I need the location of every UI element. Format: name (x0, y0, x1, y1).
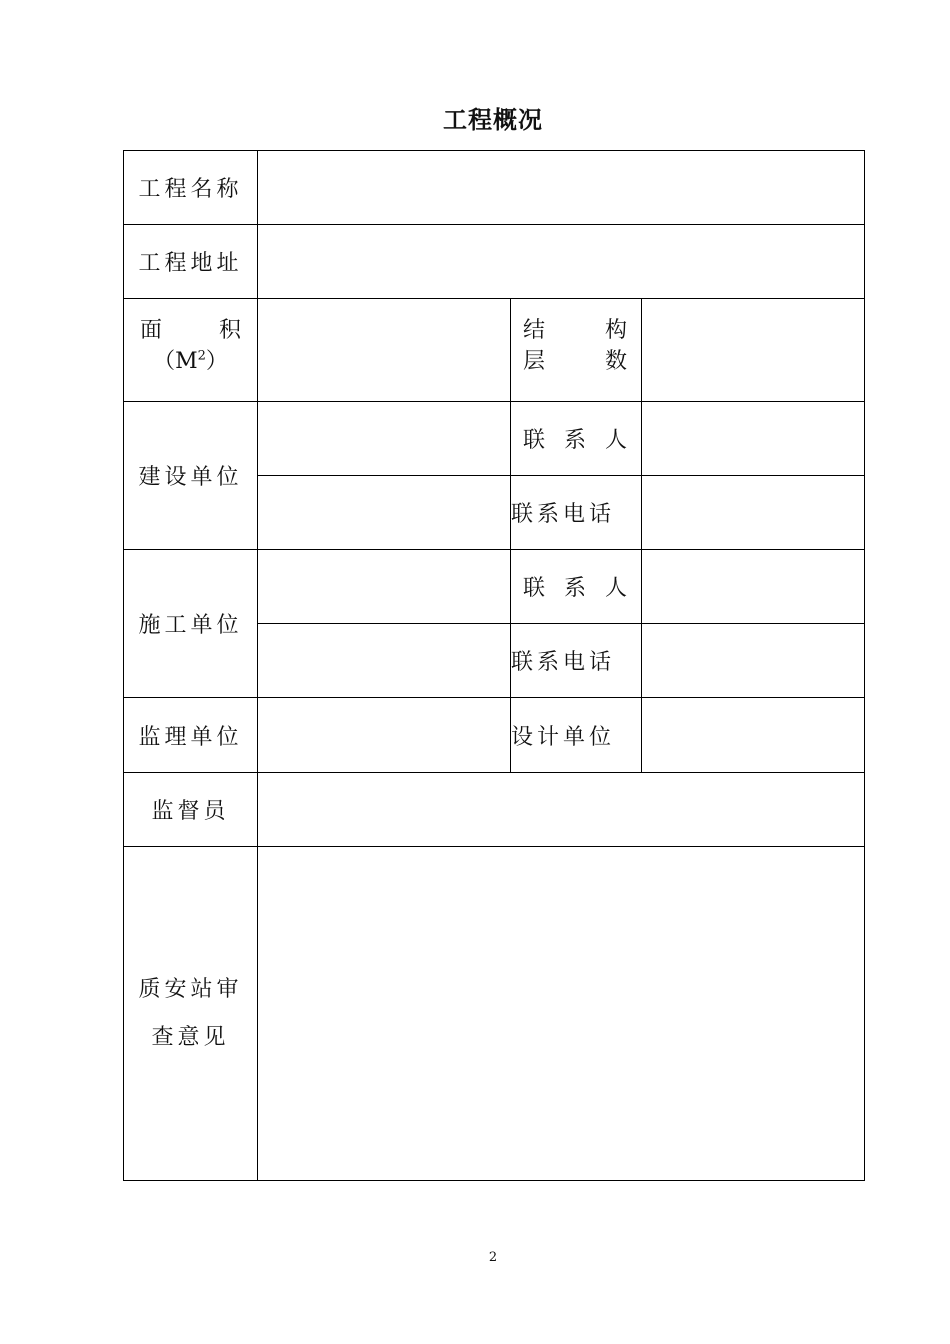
construction-owner-label: 建设单位 (124, 402, 258, 550)
owner-contact-phone-field[interactable] (642, 476, 865, 550)
contractor-contact-person-field[interactable] (642, 550, 865, 624)
construction-owner-field-2[interactable] (258, 476, 511, 550)
review-label-cell (124, 847, 258, 1181)
structure-label-char-2: 构 (604, 318, 627, 343)
contractor-contact-phone-field[interactable] (642, 624, 865, 698)
design-label: 设计单位 (511, 698, 642, 773)
design-field[interactable] (642, 698, 865, 773)
owner-contact-person-label: 联 系 人 (511, 402, 642, 476)
page-number: 2 (488, 1250, 498, 1265)
project-address-label: 工程地址 (124, 225, 258, 299)
structure-floors-label-cell (511, 299, 642, 402)
review-opinion-field[interactable] (258, 847, 865, 1181)
project-address-field[interactable] (258, 225, 865, 299)
contractor-contact-person-label: 联 系 人 (511, 550, 642, 624)
contractor-field-1[interactable] (258, 550, 511, 624)
structure-label-char-1: 结 (523, 318, 546, 343)
floors-label-char-2: 数 (604, 349, 627, 374)
area-label-cell (124, 299, 258, 402)
area-label-char-2: 积 (218, 318, 241, 343)
owner-contact-person-field[interactable] (642, 402, 865, 476)
structure-floors-field[interactable] (642, 299, 865, 402)
owner-contact-phone-label: 联系电话 (511, 476, 642, 550)
area-unit-label: $(M^2)$ (153, 348, 228, 374)
floors-label-char-1: 层 (523, 349, 546, 374)
contractor-label: 施工单位 (124, 550, 258, 698)
project-name-label: 工程名称 (124, 151, 258, 225)
inspector-field[interactable] (258, 773, 865, 847)
inspector-label: 监督员 (124, 773, 258, 847)
supervision-label: 监理单位 (124, 698, 258, 773)
page-title: 工程概况 (443, 106, 543, 134)
area-field[interactable] (258, 299, 511, 402)
review-label-line-2: 查意见 (151, 1024, 230, 1050)
area-label-char-1: 面 (140, 318, 163, 343)
project-name-field[interactable] (258, 151, 865, 225)
construction-owner-field-1[interactable] (258, 402, 511, 476)
supervision-field[interactable] (258, 698, 511, 773)
project-overview-table (123, 150, 865, 1181)
review-label-line-1: 质安站审 (138, 976, 243, 1002)
contractor-field-2[interactable] (258, 624, 511, 698)
contractor-contact-phone-label: 联系电话 (511, 624, 642, 698)
